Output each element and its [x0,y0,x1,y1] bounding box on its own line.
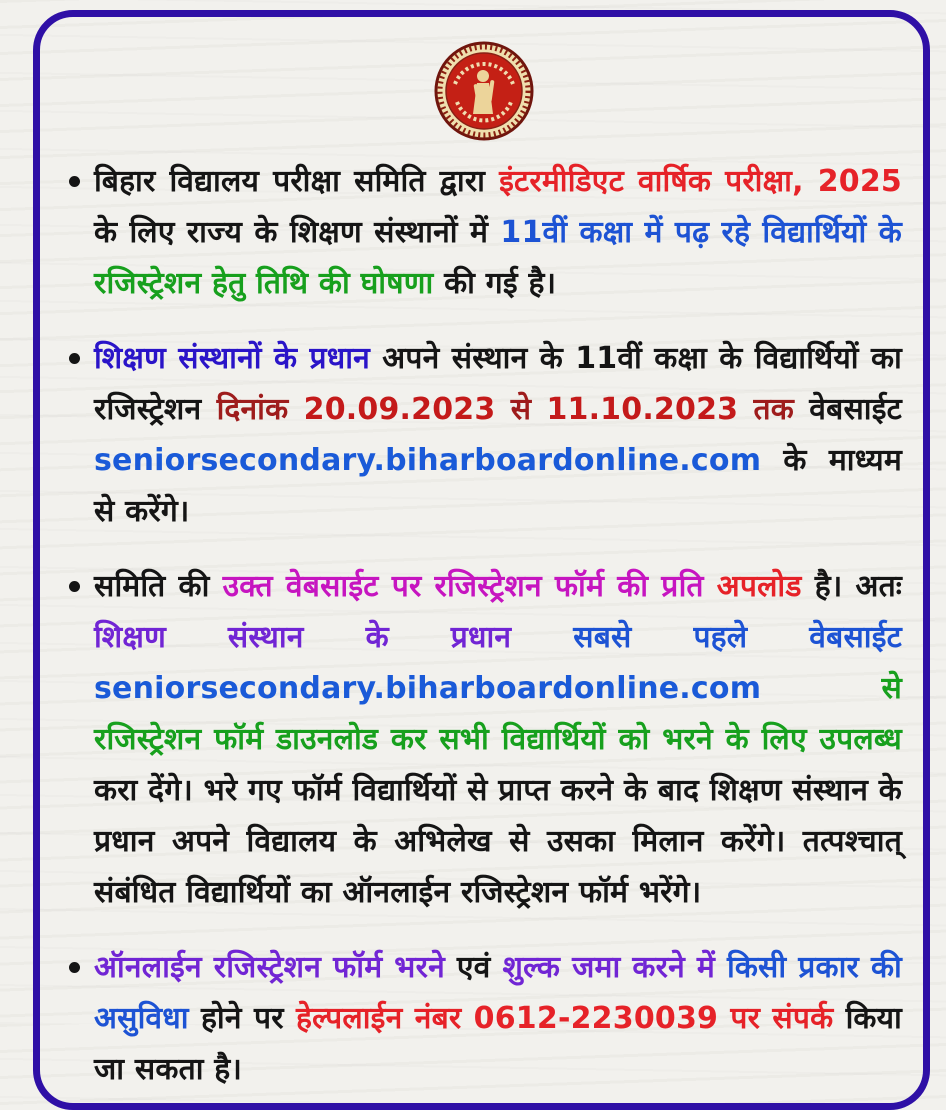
text-segment: 11वीं कक्षा में पढ़ रहे विद्यार्थियों के [500,215,913,250]
text-segment: के लिए राज्य के शिक्षण संस्थानों में [94,215,501,250]
text-segment: से [510,392,547,427]
bullet-dot-icon [69,176,80,187]
notice-list [63,156,913,1095]
text-segment: अपने संस्थान के 11वीं कक्षा के विद्यार्थियों का रजिस्ट्रेशन [94,341,913,427]
text-segment: करा देंगे। भरे गए फॉर्म विद्यार्थियों से प्राप्त करने के बाद शिक्षण संस्थान के प्रधान अपने विद्यालय के अभिलेख से उसका मिलान करेंगे। तत्पश्चात् संबंधित विद्यार्थियों का ऑनलाईन रजिस्ट्रेशन फॉर्म भरेंगे। [94,773,913,910]
text-segment: वेबसाईट [809,392,913,427]
text-segment: उक्त वेबसाईट पर रजिस्ट्रेशन फॉर्म की प्रति [222,569,717,604]
text-segment: 20.09.2023 [303,392,511,427]
bullet-item [67,333,913,537]
bullet-text [94,942,913,1095]
website-url: seniorsecondary.biharboardonline.com [94,443,784,478]
text-segment: ऑनलाईन रजिस्ट्रेशन फॉर्म भरने [94,950,457,985]
text-segment: समिति की [94,569,223,604]
text-segment: बिहार विद्यालय परीक्षा समिति द्वारा [94,164,500,199]
text-segment: इंटरमीडिएट वार्षिक परीक्षा, 2025 [499,164,913,199]
bullet-item [67,156,913,309]
text-segment: से रजिस्ट्रेशन फॉर्म डाउनलोड कर सभी विद्यार्थियों को भरने के लिए उपलब्ध [94,671,913,757]
bullet-dot-icon [69,962,80,973]
text-segment: होने पर [200,1001,296,1036]
helpline-number: हेल्पलाईन नंबर 0612-2230039 पर संपर्क [295,1001,846,1036]
text-segment: के माध्यम से करेंगे। [94,443,913,529]
text-segment: अपलोड [716,569,815,604]
text-segment: शिक्षण संस्थान के प्रधान [94,620,574,655]
text-segment: है। अतः [814,569,913,604]
text-segment: तक [753,392,810,427]
bullet-item [67,942,913,1095]
text-segment: किसी प्रकार की असुविधा [94,950,913,1036]
text-segment: रजिस्ट्रेशन हेतु तिथि की घोषणा [94,266,445,301]
bihar-board-seal-icon [433,40,535,142]
text-segment: सबसे पहले वेबसाईट [573,620,913,655]
notice-content [33,10,930,1087]
bullet-text [94,156,913,309]
website-url: seniorsecondary.biharboardonline.com [94,671,882,706]
bullet-text [94,561,913,918]
logo-container [63,40,904,142]
bullet-item [67,561,913,918]
bullet-dot-icon [69,353,80,364]
text-segment: शिक्षण संस्थानों के प्रधान [94,341,383,376]
text-segment: 11.10.2023 [546,392,754,427]
bullet-dot-icon [69,581,80,592]
bullet-text [94,333,913,537]
text-segment: किया जा सकता है। [94,1001,913,1087]
text-segment: दिनांक [216,392,304,427]
text-segment: की गई है। [444,266,557,301]
text-segment: शुल्क जमा करने में [502,950,728,985]
text-segment: एवं [456,950,503,985]
